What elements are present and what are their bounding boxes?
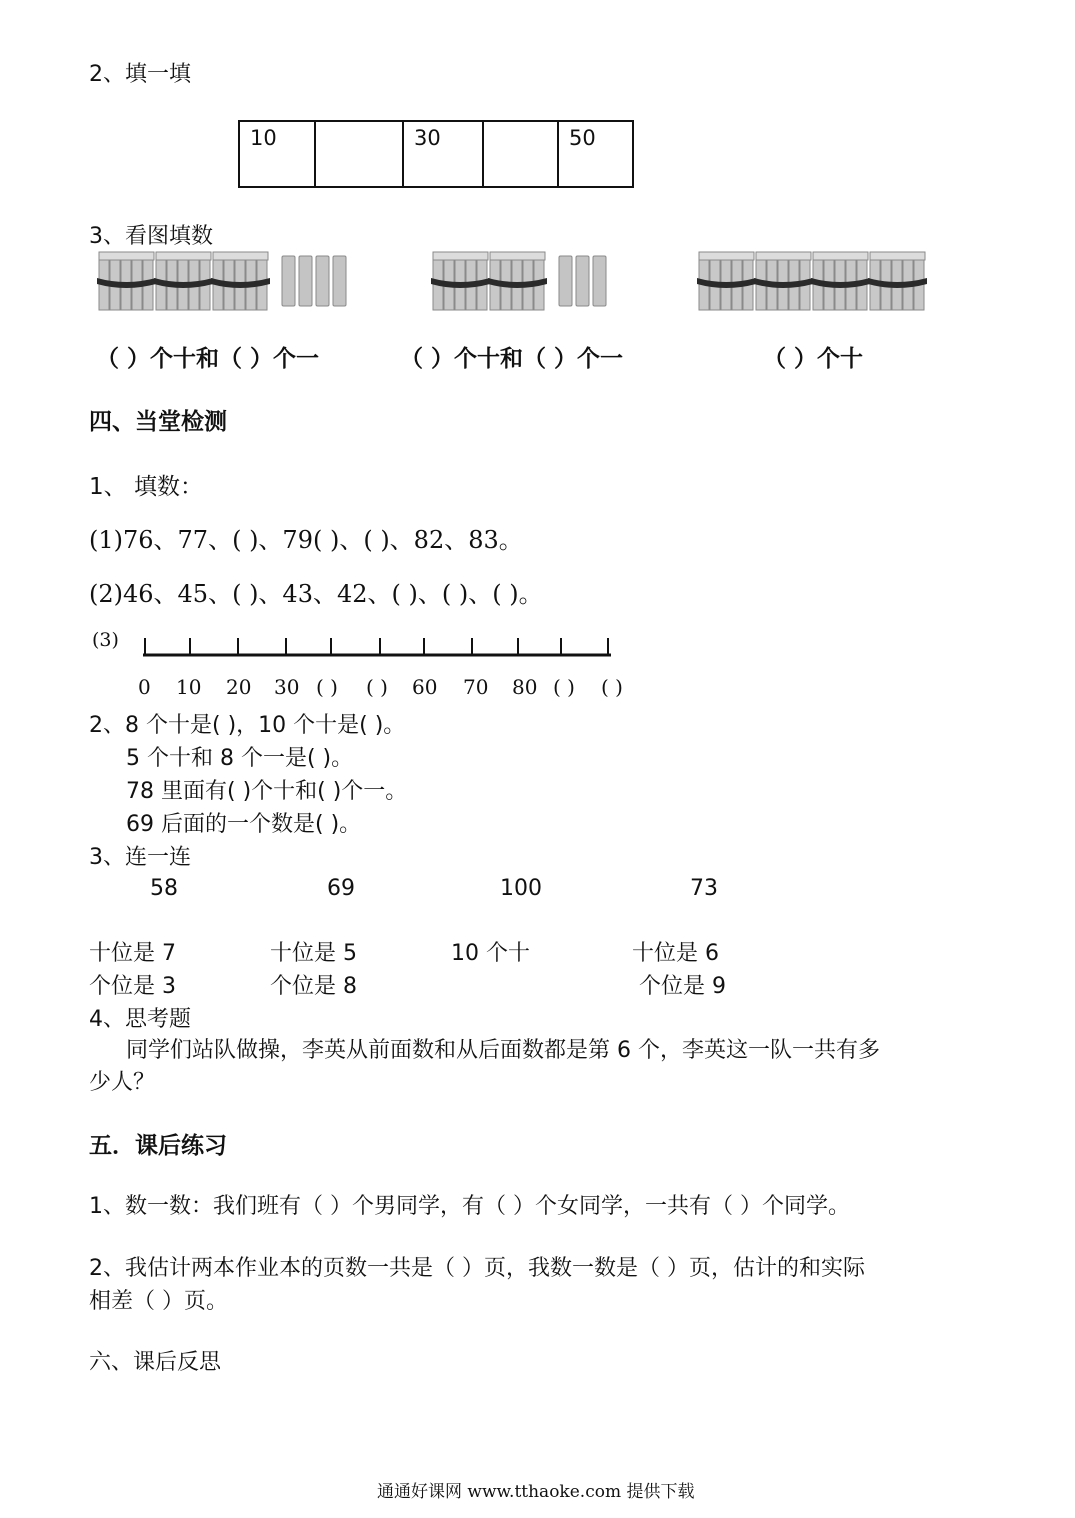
ten-stick-bundle <box>431 252 490 310</box>
q1-title: 1、 填数： <box>89 474 203 500</box>
single-stick <box>333 256 346 306</box>
single-stick <box>282 256 295 306</box>
picture-count-heading: 3、看图填数 <box>89 224 213 249</box>
number-line <box>0 632 1075 662</box>
single-stick <box>559 256 572 306</box>
match-option[interactable]: 个位是 9 <box>639 974 726 999</box>
q4-text-line2: 少人？ <box>89 1070 156 1095</box>
single-stick <box>576 256 589 306</box>
ten-stick-bundle <box>488 252 547 310</box>
section-title-in-class-test: 四、当堂检测 <box>89 409 227 435</box>
table-cell[interactable]: 30 <box>403 121 483 187</box>
q2-line-2[interactable]: 5 个十和 8 个一是( )。 <box>126 746 354 771</box>
match-option[interactable]: 十位是 5 <box>270 941 357 966</box>
ten-stick-bundle <box>868 252 927 310</box>
q3-title: 3、连一连 <box>89 845 191 870</box>
ten-stick-bundle <box>97 252 156 310</box>
number-line-label: 20 <box>226 675 252 699</box>
bundle-group <box>431 252 606 310</box>
number-line-label[interactable]: ( ) <box>366 675 388 699</box>
table-cell[interactable]: 50 <box>558 121 633 187</box>
fill-in-table <box>238 120 634 188</box>
fill-in-heading: 2、填一填 <box>89 62 191 87</box>
single-stick <box>299 256 312 306</box>
single-stick <box>593 256 606 306</box>
bundle-group <box>697 252 927 310</box>
answer-blank-3[interactable]: （ ）个十 <box>763 346 864 372</box>
number-line-label: 10 <box>176 675 202 699</box>
match-number[interactable]: 69 <box>327 876 355 901</box>
homework-q2-line2[interactable]: 相差（ ）页。 <box>89 1289 228 1314</box>
match-option[interactable]: 10 个十 <box>451 941 530 966</box>
number-line-label[interactable]: ( ) <box>316 675 338 699</box>
bundle-group <box>97 252 346 310</box>
answer-blank-1[interactable]: （ ）个十和（ ）个一 <box>96 346 320 372</box>
match-number[interactable]: 58 <box>150 876 178 901</box>
q4-text-line1: 同学们站队做操，李英从前面数和从后面数都是第 6 个，李英这一队一共有多 <box>126 1038 880 1063</box>
match-option[interactable]: 个位是 3 <box>89 974 176 999</box>
table-cell[interactable] <box>315 121 403 187</box>
homework-q2-line1[interactable]: 2、我估计两本作业本的页数一共是（ ）页，我数一数是（ ）页，估计的和实际 <box>89 1256 865 1281</box>
ten-stick-bundle <box>754 252 813 310</box>
ten-stick-bundle <box>697 252 756 310</box>
footer-credit: 通通好课网 www.tthaoke.com 提供下载 <box>377 1482 695 1502</box>
stick-bundles-illustration <box>0 248 1075 318</box>
q2-line-4[interactable]: 69 后面的一个数是( )。 <box>126 812 362 837</box>
table-cell[interactable] <box>483 121 558 187</box>
q1-part1[interactable]: (1)76、77、( )、79( )、( )、82、83。 <box>89 526 523 554</box>
single-stick <box>316 256 329 306</box>
match-option[interactable]: 十位是 6 <box>632 941 719 966</box>
answer-blank-2[interactable]: （ ）个十和（ ）个一 <box>400 346 624 372</box>
match-option[interactable]: 十位是 7 <box>89 941 176 966</box>
ten-stick-bundle <box>811 252 870 310</box>
number-line-label[interactable]: ( ) <box>601 675 623 699</box>
q4-title: 4、思考题 <box>89 1007 191 1032</box>
number-line-label: 70 <box>463 675 489 699</box>
number-line-label: 60 <box>412 675 438 699</box>
number-line-label: 30 <box>274 675 300 699</box>
q1-part2[interactable]: (2)46、45、( )、43、42、( )、( )、( )。 <box>89 580 543 608</box>
match-number[interactable]: 73 <box>690 876 718 901</box>
table-cell[interactable]: 10 <box>239 121 315 187</box>
number-line-label[interactable]: ( ) <box>553 675 575 699</box>
number-line-label: 0 <box>138 675 151 699</box>
match-number[interactable]: 100 <box>500 876 542 901</box>
ten-stick-bundle <box>211 252 270 310</box>
match-option[interactable]: 个位是 8 <box>270 974 357 999</box>
q2-line-3[interactable]: 78 里面有( )个十和( )个一。 <box>126 779 408 804</box>
number-line-label: 80 <box>512 675 538 699</box>
ten-stick-bundle <box>154 252 213 310</box>
section-title-homework: 五．课后练习 <box>89 1133 227 1159</box>
homework-q1[interactable]: 1、数一数：我们班有（ ）个男同学，有（ ）个女同学，一共有（ ）个同学。 <box>89 1194 850 1219</box>
section-title-reflection: 六、课后反思 <box>89 1350 222 1375</box>
q2-line-1[interactable]: 2、8 个十是( )，10 个十是( )。 <box>89 713 406 738</box>
q1-part3-label: (3) <box>92 629 119 651</box>
